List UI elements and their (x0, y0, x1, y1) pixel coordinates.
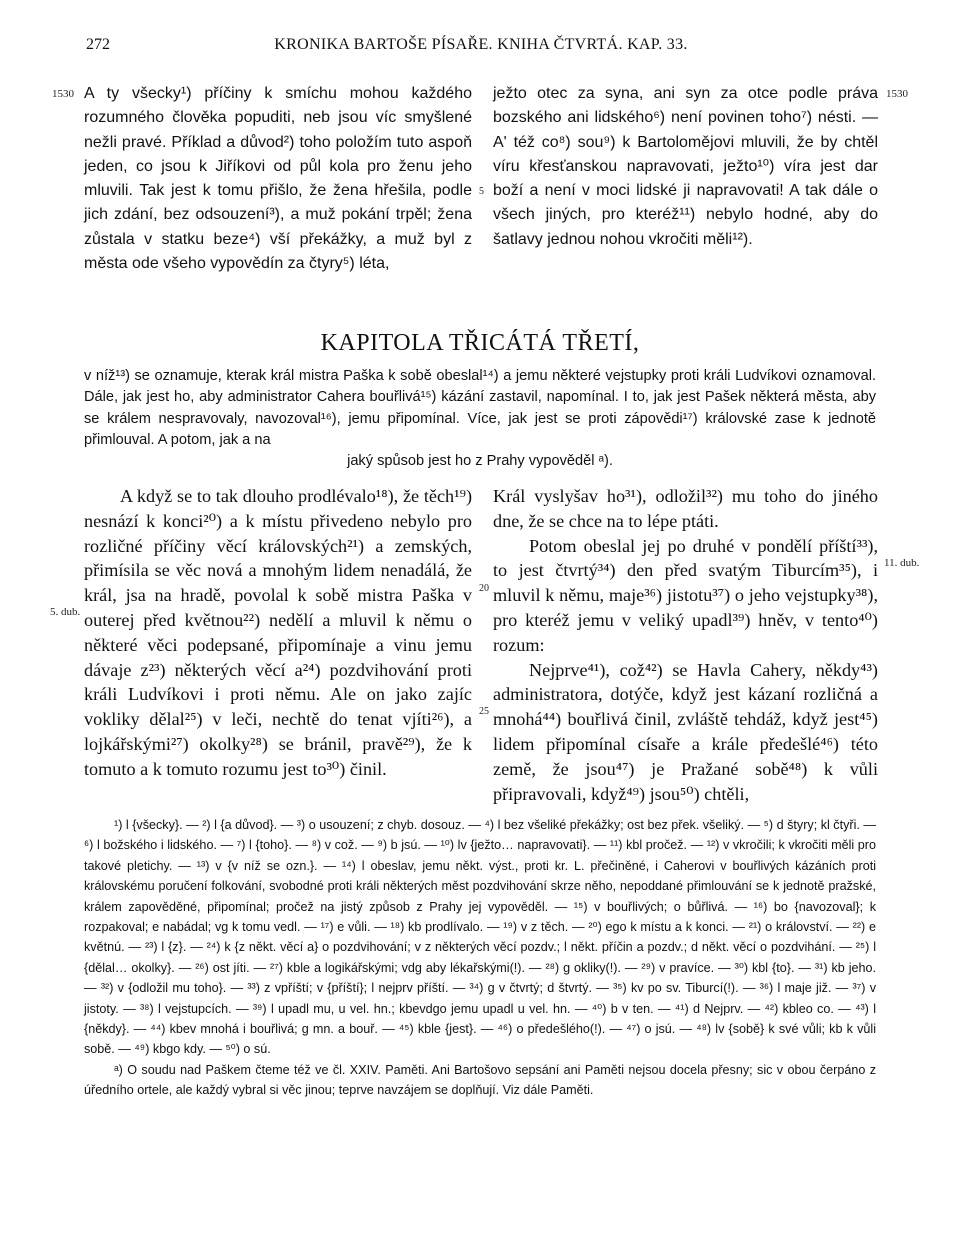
top-left-column: A ty všecky¹) příčiny k smíchu mohou každého rozumného člověka popuditi, neb jsou víc smyšlené nežli pravé. Příklad a důvod²) toho položím tuto aspoň jeden, co jsou k Jiříkovi od půl kola pro ženu jeho mluvili. Tak jest k tomu přišlo, že žena hřešila, podle jich zdání, bez odsouzení³), a muž pokání trpěl; žena zůstala v statku beze⁴) vší překážky, a muž byl z města ode všeho vypovědín za čtyry⁵) léta, (84, 85, 472, 273)
main-left-text: A když se to tak dlouho prodlévalo¹⁸), že těch¹⁹) nesnází k konci²⁰) a k místu přivedeno nebylo pro rozličné příčiny věcí královských²¹) a zemských, přimísila se věc nová a mnohým lidem nenadálá, že král, jsa na hradě, povolal k sobě mistra Paška v outerej před květnou²²) nedělí a mluvil k němu o některé věci podepsané, připomínaje a vinu jemu dávaje z²³) některých věcí a²⁴) pozdvihování proti králi Ludvíkovi i proti němu. Ale on jako zajíc vokliky dělal²⁵) v leči, nechtě do tenat vjíti²⁶), a lojkářskými²⁷) okolky²⁸) se bránil, pravě²⁹), že k tomuto a k tomuto rozumu jest to³⁰) činil. (84, 486, 472, 779)
footnotes (84, 815, 876, 1101)
margin-date-right: 11. dub. (884, 557, 920, 569)
page-header (86, 36, 876, 60)
running-title: KRONIKA BARTOŠE PÍSAŘE. KNIHA ČTVRTÁ. KAP. 33. (274, 36, 688, 53)
main-left-column (84, 484, 472, 782)
main-right-column (493, 484, 878, 806)
chapter-title: KAPITOLA TŘICÁTÁ TŘETÍ, (320, 330, 640, 356)
margin-year-right: 1530 (886, 88, 908, 100)
margin-year-left: 1530 (52, 88, 74, 100)
line-number-25: 25 (479, 706, 489, 717)
chapter-summary-last-line: jaký spůsob jest ho z Prahy vypověděl ᵃ). (347, 453, 613, 470)
main-right-paragraph-2: Potom obeslal jej po druhé v pondělí příští³³), to jest čtvrtý³⁴) den před svatým Tiburcím³⁵), i mluvil k němu, maje³⁶) jistotu³⁷) o jeho vejstupky³⁸), pro kteréž jemu v veliký upadl³⁹) hněv, v tento⁴⁰) rozum: (493, 535, 878, 655)
footnote-separator (84, 806, 876, 807)
footnote-a: ᵃ) O soudu nad Paškem čteme též ve čl. XXIV. Paměti. Ani Bartošovo sepsání ani Paměti nejsou docela přesny; sic v obou čerpáno z úředního ortele, ale každý vybral si věc jinou; teprve navzájem se doplňují. Viz dále Paměti. (84, 1062, 876, 1098)
main-right-paragraph-3: Nejprve⁴¹), což⁴²) se Havla Cahery, někdy⁴³) administratora, dotýče, když jest kázaní rozličná a mnohá⁴⁴) bouřlivá činil, zvláště tehdáž, když jest⁴⁵) lidem připomínal císaře a krále předešlé⁴⁶) této země, že jsou⁴⁷) je Pražané sobě⁴⁸) k vůli připravovali, když⁴⁹) jsou⁵⁰) chtěli, (493, 659, 878, 804)
line-number-5: 5 (479, 186, 484, 197)
chapter-summary-text: v níž¹³) se oznamuje, kterak král mistra Paška k sobě obeslal¹⁴) a jemu některé vejstupky proti králi Ludvíkovi oznamoval. Dále, jak jest ho, aby administrator Cahera bouřlivá¹⁵) kázání zastavil, napomínal. I to, jak jest Pašek některá města, aby se králem nespravovaly, navozoval¹⁶), jemu připomínal. Více, jak jest se proti zápovědi¹⁷) královské zase k jednotě přimlouval. A potom, jak a na (84, 368, 876, 448)
chapter-summary (84, 366, 876, 472)
page-number: 272 (86, 36, 110, 53)
main-right-paragraph-1: Král vyslyšav ho³¹), odložil³²) mu toho do jiného dne, že se chce na to lépe ptáti. (493, 486, 878, 531)
top-right-column: ježto otec za syna, ani syn za otce podle práva bozského ani lidského⁶) není povinen toho⁷) nésti. — A' též co⁸) sou⁹) k Bartolomějovi mluvili, že by chtěl víru křesťanskou napravovati, ježto¹⁰) víra jest dar boží a není v moci lidské ji napravovati! A tak dále o všech jiných, pro kteréž¹¹) nebylo hodné, aby do šatlavy jednou nohou vkročiti měli¹²). (493, 85, 878, 248)
line-number-20: 20 (479, 583, 489, 594)
footnote-apparatus: ¹) l {všecky}. — ²) l {a důvod}. — ³) o usouzení; z chyb. dosouz. — ⁴) l bez všeliké překážky; ost bez přek. všeliký. — ⁵) d štyry; kl čtyři. — ⁶) l božského i lidského. — ⁷) l {toho}. — ⁸) v což. — ⁹) b jsú. — ¹⁰) lv {ježto… napravovati}. — ¹¹) kbl pročež. — ¹²) v vkročili; k vkročiti měli pro takové pletichy. — ¹³) v {v níž se ozn.}. — ¹⁴) l obeslav, jemu někt. výst., proti kr. L. přečiněné, i Caherovi v bouřlivých kázáních proti královskému poručení folkování, svobodné proti králi některých měst pozdvihování skrze něho, nepoddané přimlouvání se k jednotě pražské, králem zapověděné, připomínal; pročež na jistý způsob z Prahy jej vypověděl. — ¹⁵) v bouřlivých; o bůřlivá. — ¹⁶) bo {navozoval}; k rozpakoval; e nabádal; vg k tomu vedl. — ¹⁷) e vůli. — ¹⁸) kb prodlívalo. — ¹⁹) v z těch. — ²⁰) ego k místu a k konci. — ²¹) o království. — ²²) e květnú. — ²³) l {z}. — ²⁴) k {z někt. věcí a} o pozdvihování; v z některých věcí pozdv.; l někt. příčin a pozdv.; d někt. věcí o pozdvihání. — ²⁵) l {dělal… okolky}. — ²⁶) ost jíti. — ²⁷) kble a logikářskými; vdg aby lékařskými(!). — ²⁸) g okliky(!). — ²⁹) v pravíce. — ³⁰) kbl {to}. — ³¹) kb jeho. — ³²) v {odložil mu toho}. — ³³) z vpříští; v {příští}; l nejprv příští. — ³⁴) g v čtvrtý; d štvrtý. — ³⁵) kv po sv. Tiburcí(!). — ³⁶) l maje již. — ³⁷) v jistoty. — ³⁸) l vejstupcích. — ³⁹) l upadl mu, u vel. hn.; kbevdgo jemu upadl u vel. hn. — ⁴⁰) b v ten. — ⁴¹) d Nejprv. — ⁴²) kbleo co. — ⁴³) l {někdy}. — ⁴⁴) kbev mnohá i bouřlivá; g mn. a bouř. — ⁴⁵) kble {jest}. — ⁴⁶) o předešlého(!). — ⁴⁷) o jsú. — ⁴⁸) lv {sobě} k své vůli; kb k vůli sobě. — ⁴⁹) kbgo kdy. — ⁵⁰) o sú. (84, 818, 876, 1057)
margin-date-left: 5. dub. (50, 606, 81, 618)
